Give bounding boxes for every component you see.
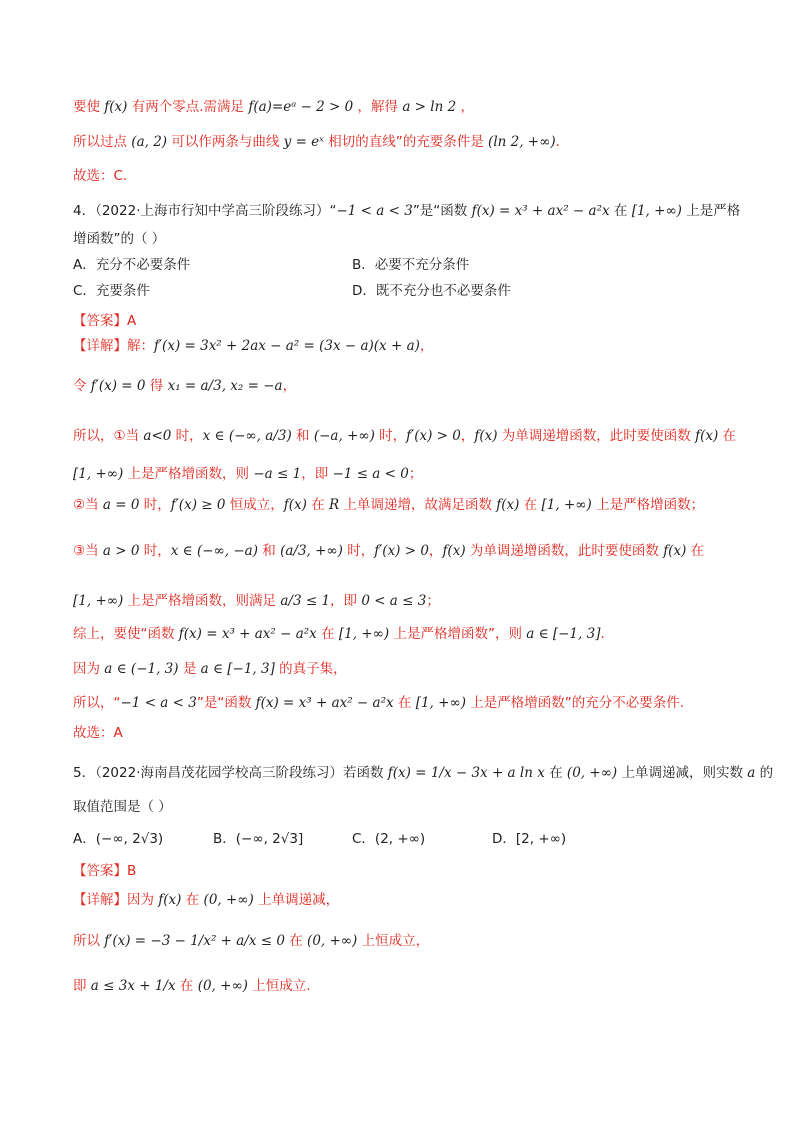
text-run: ，即 <box>301 466 333 482</box>
math-expression: a <box>747 765 756 781</box>
text-line-l3 <box>73 165 760 187</box>
math-expression: [1, +∞) <box>338 626 390 642</box>
math-expression: f′(x) = 0 <box>90 378 146 394</box>
text-run: 上是严格增函数”的充分不必要条件. <box>465 695 685 711</box>
math-expression: (0, +∞) <box>197 978 248 994</box>
text-line-l20 <box>73 762 774 784</box>
math-expression: (a, 2) <box>131 134 168 150</box>
text-run: 上是严格增函数，则满足 <box>123 593 281 609</box>
math-expression: −1 ≤ a < 0 <box>332 466 409 482</box>
text-line-l26 <box>73 975 760 997</box>
math-expression: f(x) <box>496 497 520 513</box>
text-run: 时， <box>374 428 407 444</box>
text-run: 上是严格增函数”，则 <box>389 626 527 642</box>
math-expression: a ∈ [−1, 3] <box>200 661 275 677</box>
math-expression: f(x) = 1/x − 3x + a ln x <box>387 765 545 781</box>
math-expression: (−a, +∞) <box>313 428 375 444</box>
answer-option-q5b: B．(−∞, 2√3] <box>213 831 304 847</box>
answer-option-q4a: A．充分不必要条件 <box>73 257 191 273</box>
math-expression: f(x) <box>474 428 498 444</box>
text-run: 5．（2022·海南昌茂花园学校高三阶段练习）若函数 <box>73 765 388 781</box>
text-line-l5 <box>73 228 760 250</box>
text-run: 所以，“ <box>73 695 121 711</box>
math-expression: a<0 <box>143 428 172 444</box>
text-run: ，即 <box>330 593 362 609</box>
text-line-l21 <box>73 796 760 818</box>
math-expression: a ≤ 3x + 1/x <box>90 978 176 994</box>
text-line-l14 <box>73 540 760 562</box>
math-expression: x ∈ (−∞, −a) <box>170 543 258 559</box>
math-expression: a ∈ (−1, 3) <box>104 661 179 677</box>
math-expression: −1 < a < 3 <box>120 695 197 711</box>
text-run: 即 <box>73 978 91 994</box>
text-run: 上是严格 <box>681 203 741 219</box>
math-expression: f(a)=eᵃ − 2 > 0 <box>248 99 354 115</box>
text-run: 时， <box>139 497 171 513</box>
math-expression: y = eˣ <box>283 134 324 150</box>
math-expression: f(x) <box>104 99 128 115</box>
text-run: 有两个零点.需满足 <box>127 99 249 115</box>
text-line-l2 <box>73 131 760 153</box>
text-run: 【答案】B <box>73 863 137 879</box>
text-line-l8 <box>73 310 760 332</box>
text-run: 在 <box>284 933 308 949</box>
text-run: 故选：A <box>73 725 123 741</box>
text-run: 故选：C. <box>73 168 128 184</box>
text-run: ”是“函数 <box>196 695 256 711</box>
math-expression: 0 < a ≤ 3 <box>361 593 427 609</box>
text-line-l1 <box>73 96 760 118</box>
text-run: 增函数”的（ ） <box>73 231 166 247</box>
text-run: 在 <box>175 978 198 994</box>
math-expression: (0, +∞) <box>307 933 358 949</box>
text-run: 得 <box>145 378 168 394</box>
math-expression: f′(x) ≥ 0 <box>170 497 226 513</box>
math-expression: a > ln 2 <box>402 99 457 115</box>
text-run: 取值范围是（ ） <box>73 799 172 815</box>
text-line-l19 <box>73 722 760 744</box>
math-expression: [1, +∞) <box>541 497 592 513</box>
text-run: 综上，要使“函数 <box>73 626 179 642</box>
math-expression: f(x) = x³ + ax² − a²x <box>178 626 317 642</box>
text-run: 在 <box>181 892 204 908</box>
text-run: ”是“函数 <box>412 203 472 219</box>
text-run: 上恒成立. <box>247 978 311 994</box>
text-run: 时， <box>342 543 375 559</box>
math-expression: f(x) <box>695 428 719 444</box>
text-run: . <box>600 626 605 642</box>
text-line-l24 <box>73 889 760 911</box>
text-run: 在 <box>544 765 567 781</box>
text-run: 因为 <box>73 661 105 677</box>
text-line-l11 <box>73 425 760 447</box>
text-run: 是 <box>178 661 201 677</box>
text-run: 相切的直线”的充要条件是 <box>323 134 489 150</box>
text-run: . <box>555 134 560 150</box>
text-run: 上单调递减，则实数 <box>617 765 748 781</box>
math-expression: f(x) <box>442 543 466 559</box>
text-run: 在 <box>686 543 705 559</box>
text-line-l23 <box>73 860 760 882</box>
text-run: 【详解】因为 <box>73 892 159 908</box>
text-run: 所以 <box>73 933 105 949</box>
text-run: 时， <box>139 543 171 559</box>
text-line-l15 <box>73 590 760 612</box>
text-run: ，解得 <box>353 99 403 115</box>
answer-option-q5d: D．[2, +∞) <box>492 831 567 847</box>
text-line-l18 <box>73 692 760 714</box>
text-line-l9 <box>73 335 760 357</box>
text-run: 为单调递增函数，此时要使函数 <box>497 428 696 444</box>
text-run: 在 <box>609 203 632 219</box>
text-run: 上恒成立， <box>357 933 430 949</box>
math-expression: x₁ = a/3, x₂ = −a <box>167 378 283 394</box>
text-run: ， <box>428 543 443 559</box>
text-run: 【详解】解： <box>73 338 154 354</box>
text-run: ； <box>408 466 423 482</box>
text-run: 【答案】A <box>73 313 137 329</box>
text-run: ， <box>456 99 474 115</box>
math-expression: f′(x) > 0 <box>406 428 461 444</box>
math-expression: [1, +∞) <box>415 695 466 711</box>
text-run: ， <box>282 378 297 394</box>
text-run: ②当 <box>73 497 103 513</box>
text-run: 的 <box>755 765 774 781</box>
math-expression: (a/3, +∞) <box>280 543 343 559</box>
answer-option-q4b: B．必要不充分条件 <box>352 257 470 273</box>
math-expression: −1 < a < 3 <box>336 203 413 219</box>
math-expression: (ln 2, +∞) <box>488 134 556 150</box>
math-expression: f(x) <box>283 497 307 513</box>
math-expression: f(x) = x³ + ax² − a²x <box>471 203 610 219</box>
math-expression: a/3 ≤ 1 <box>280 593 331 609</box>
text-run: 在 <box>393 695 416 711</box>
text-run: 上是严格增函数； <box>591 497 705 513</box>
math-expression: f′(x) = −3 − 1/x² + a/x ≤ 0 <box>104 933 285 949</box>
text-run: ， <box>460 428 475 444</box>
text-line-l25 <box>73 930 760 952</box>
math-expression: [1, +∞) <box>73 593 124 609</box>
text-run: 令 <box>73 378 91 394</box>
math-expression: x ∈ (−∞, a/3) <box>202 428 292 444</box>
math-expression: [1, +∞) <box>631 203 682 219</box>
text-line-l12 <box>73 463 760 485</box>
text-run: 为单调递增函数，此时要使函数 <box>465 543 664 559</box>
text-run: 在 <box>519 497 542 513</box>
text-run: 在 <box>718 428 737 444</box>
text-line-l13 <box>73 494 760 516</box>
math-expression: −a ≤ 1 <box>253 466 302 482</box>
math-expression: f(x) <box>158 892 182 908</box>
text-run: 和 <box>257 543 281 559</box>
answer-option-q4c: C．充要条件 <box>73 283 150 299</box>
answer-option-q5a: A．(−∞, 2√3) <box>73 831 164 847</box>
math-expression: a ∈ [−1, 3] <box>526 626 601 642</box>
text-run: 4．（2022·上海市行知中学高三阶段练习）“ <box>73 203 337 219</box>
text-run: 所以过点 <box>73 134 132 150</box>
math-expression: a > 0 <box>102 543 140 559</box>
text-run: 和 <box>291 428 314 444</box>
text-run: 在 <box>306 497 329 513</box>
text-run: 所以，①当 <box>73 428 144 444</box>
answer-option-q5c: C．(2, +∞) <box>352 831 426 847</box>
text-run: ； <box>426 593 440 609</box>
text-run: ③当 <box>73 543 103 559</box>
math-expression: f′(x) = 3x² + 2ax − a² = (3x − a)(x + a) <box>154 338 420 354</box>
text-run: 恒成立， <box>225 497 284 513</box>
text-run: 的真子集， <box>274 661 347 677</box>
text-run: 在 <box>316 626 339 642</box>
text-line-l10 <box>73 375 760 397</box>
math-expression: f(x) = x³ + ax² − a²x <box>255 695 394 711</box>
text-run: 上单调递增，故满足函数 <box>339 497 497 513</box>
text-line-l4 <box>73 200 760 222</box>
math-expression: f(x) <box>663 543 687 559</box>
text-run: ， <box>419 338 434 354</box>
text-line-l16 <box>73 623 760 645</box>
math-expression: R <box>329 497 340 513</box>
text-run: 上是严格增函数，则 <box>123 466 254 482</box>
math-expression: f′(x) > 0 <box>374 543 429 559</box>
text-line-l17 <box>73 658 760 680</box>
answer-option-q4d: D．既不充分也不必要条件 <box>352 283 511 299</box>
text-run: 要使 <box>73 99 105 115</box>
math-expression: [1, +∞) <box>73 466 124 482</box>
text-run: 上单调递减， <box>253 892 340 908</box>
math-expression: (0, +∞) <box>203 892 254 908</box>
math-expression: a = 0 <box>102 497 140 513</box>
text-run: 时， <box>171 428 203 444</box>
math-expression: (0, +∞) <box>566 765 618 781</box>
text-run: 可以作两条与曲线 <box>167 134 284 150</box>
